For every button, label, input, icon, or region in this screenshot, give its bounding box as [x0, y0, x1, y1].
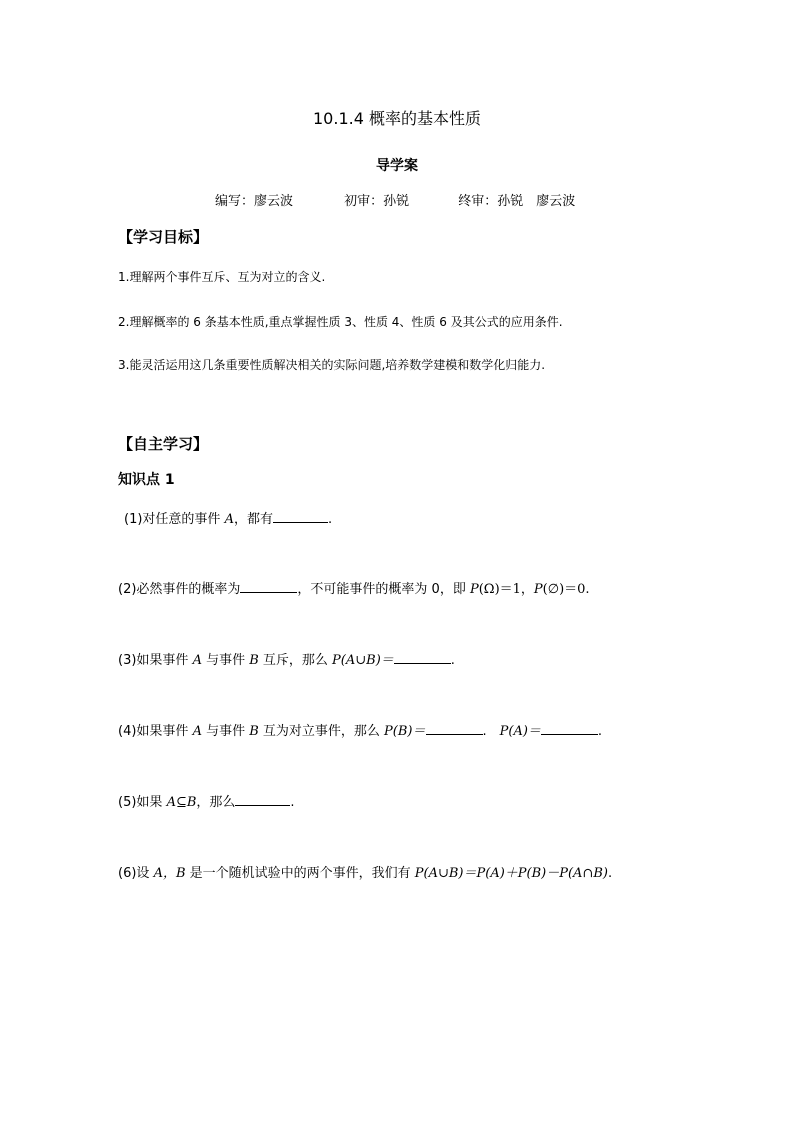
q2-answer-blank[interactable] [240, 580, 297, 593]
q6-formula: P(A∪B)＝P(A)＋P(B)－P(A∩B) [414, 866, 608, 881]
q3-expr: P(A∪B)＝ [332, 653, 394, 668]
q4-sep: . [482, 724, 500, 739]
q2-f2b: (∅)＝0. [542, 582, 590, 597]
q4-mid1: 与事件 [201, 724, 250, 739]
objective-item-2: 2.理解概率的 6 条基本性质,重点掌握性质 3、性质 4、性质 6 及其公式的应用条件. [118, 315, 563, 329]
q5-prefix: (5)如果 [118, 795, 167, 810]
q4-prefix: (4)如果事件 [118, 724, 193, 739]
objective-item-1: 1.理解两个事件互斥、互为对立的含义. [118, 270, 326, 284]
q1-end: . [327, 512, 333, 527]
q6-prefix: (6)设 [118, 866, 154, 881]
q4-end: . [597, 724, 603, 739]
self-study-heading: 【自主学习】 [118, 435, 209, 453]
q6-end: . [607, 866, 613, 881]
q4-expr2: P(A)＝ [499, 724, 541, 739]
objective-item-3: 3.能灵活运用这几条重要性质解决相关的实际问题,培养数学建模和数学化归能力. [118, 358, 546, 372]
q3-prefix: (3)如果事件 [118, 653, 193, 668]
objectives-heading: 【学习目标】 [118, 228, 209, 246]
credits-line [215, 190, 575, 209]
editor-credit: 编写：廖云波 [215, 194, 294, 209]
knowledge-point-label: 知识点 1 [118, 472, 175, 488]
first-review-credit: 初审：孙锐 [344, 194, 410, 209]
q5-answer-blank[interactable] [235, 793, 290, 806]
q4-mid2: 互为对立事件，那么 [258, 724, 385, 739]
question-2 [118, 578, 590, 597]
q6-mid: 是一个随机试验中的两个事件，我们有 [185, 866, 415, 881]
q4-answer-blank-1[interactable] [426, 722, 483, 735]
q3-mid1: 与事件 [201, 653, 250, 668]
q3-a: A [192, 653, 202, 668]
q6-vars: A，B [153, 866, 186, 881]
q4-b: B [249, 724, 259, 739]
q1-answer-blank[interactable] [273, 510, 328, 523]
page-subtitle: 导学案 [376, 158, 418, 174]
q5-end: . [290, 795, 295, 810]
question-6 [118, 862, 612, 881]
q2-prefix: (2)必然事件的概率为 [118, 582, 241, 597]
q2-f1b: (Ω)＝1， [478, 582, 534, 597]
q4-a: A [192, 724, 202, 739]
q1-var: A [224, 512, 234, 527]
final-review-credit: 终审：孙锐 廖云波 [458, 194, 576, 209]
q5-expr: A⊆B [166, 795, 197, 810]
q4-answer-blank-2[interactable] [541, 722, 598, 735]
page-title: 10.1.4 概率的基本性质 [313, 109, 481, 128]
q2-f2: P [533, 582, 543, 597]
q3-answer-blank[interactable] [394, 651, 451, 664]
q2-mid: ，不可能事件的概率为 0，即 [297, 582, 470, 597]
q5-mid: ，那么 [196, 795, 236, 810]
q4-expr1: P(B)＝ [384, 724, 426, 739]
question-1 [124, 508, 332, 527]
q3-b: B [249, 653, 259, 668]
q1-mid: ，都有 [233, 512, 273, 527]
question-3 [118, 649, 455, 668]
q1-prefix: (1)对任意的事件 [124, 512, 225, 527]
question-5 [118, 791, 295, 810]
question-4 [118, 720, 602, 739]
q2-f1: P [469, 582, 479, 597]
q3-end: . [450, 653, 455, 668]
q3-mid2: 互斥，那么 [258, 653, 333, 668]
